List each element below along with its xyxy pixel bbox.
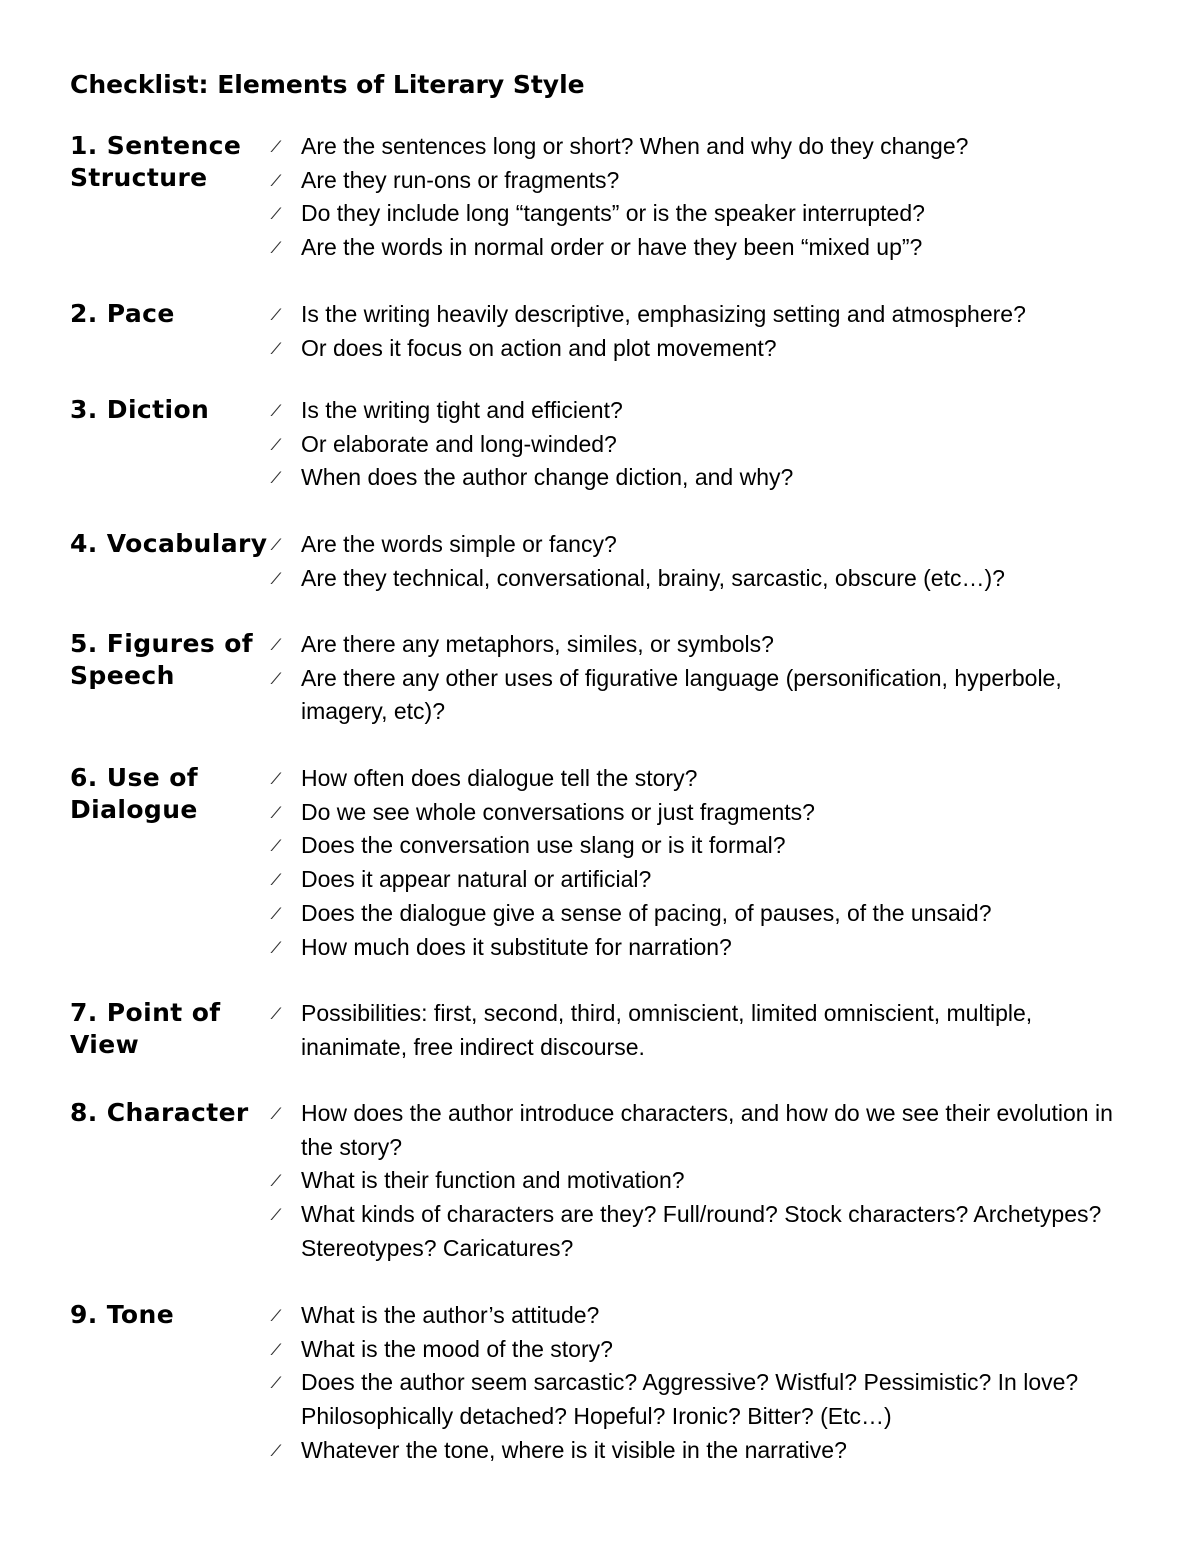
question-list: [267, 528, 1127, 595]
question-text: Possibilities: first, second, third, omniscient, limited omniscient, multiple, inanimate, free indirect discourse.: [301, 1000, 1033, 1060]
question-text: Or does it focus on action and plot movement?: [301, 334, 777, 361]
section-heading: 9. Tone: [70, 1300, 175, 1329]
section-heading: 1. Sentence Structure: [70, 131, 242, 192]
question-text: How often does dialogue tell the story?: [301, 765, 698, 791]
checkmark-icon: ⁄: [274, 635, 278, 654]
checkmark-icon: ⁄: [274, 535, 278, 554]
section-heading: 7. Point of View: [70, 998, 221, 1059]
question-list: [267, 130, 1127, 265]
question-text: Does the author seem sarcastic? Aggressive? Wistful? Pessimistic? In love? Philosophically detached? Hopeful? Ironic? Bitter? (Etc…): [301, 1369, 1079, 1430]
question-item: [267, 1366, 1127, 1433]
question-text: Are the words simple or fancy?: [301, 531, 617, 557]
checkmark-icon: ⁄: [274, 238, 278, 258]
question-text: Whatever the tone, where is it visible in the narrative?: [301, 1436, 847, 1463]
question-list: [267, 1097, 1127, 1266]
question-text: Are the sentences long or short? When and why do they change?: [301, 133, 969, 159]
question-text: Are they run-ons or fragments?: [301, 166, 620, 193]
question-text: Are the words in normal order or have they been “mixed up”?: [301, 234, 923, 261]
checkmark-icon: ⁄: [274, 1373, 278, 1393]
checkmark-icon: ⁄: [274, 836, 278, 856]
question-item: [267, 997, 1127, 1064]
question-item: [267, 662, 1127, 729]
section-heading: 8. Character: [70, 1098, 249, 1127]
question-item: [267, 829, 1127, 863]
question-text: What kinds of characters are they? Full/round? Stock characters? Archetypes? Stereotypes? Caricatures?: [301, 1201, 1102, 1261]
question-text: Does the dialogue give a sense of pacing, of pauses, of the unsaid?: [301, 899, 992, 926]
checkmark-icon: ⁄: [274, 1306, 278, 1325]
question-item: [267, 796, 1127, 830]
question-item: [267, 762, 1127, 796]
checkmark-icon: ⁄: [274, 568, 278, 588]
question-list: [267, 1299, 1127, 1468]
question-text: What is the mood of the story?: [301, 1335, 613, 1362]
question-text: Do they include long “tangents” or is the speaker interrupted?: [301, 200, 925, 227]
question-item: [267, 931, 1127, 965]
question-list: [267, 762, 1127, 964]
checkmark-icon: ⁄: [274, 668, 278, 688]
checkmark-icon: ⁄: [274, 170, 278, 190]
question-text: Are they technical, conversational, brainy, sarcastic, obscure (etc…)?: [301, 564, 1005, 591]
checkmark-icon: ⁄: [274, 903, 278, 923]
question-list: [267, 298, 1127, 365]
checkmark-icon: ⁄: [274, 1104, 278, 1123]
question-text: Or elaborate and long-winded?: [301, 430, 617, 457]
checkmark-icon: ⁄: [274, 1440, 278, 1460]
question-item: [267, 863, 1127, 897]
section-heading: 6. Use of Dialogue: [70, 763, 199, 824]
question-text: When does the author change diction, and why?: [301, 464, 794, 491]
section-heading: 4. Vocabulary: [70, 529, 268, 558]
checkmark-icon: ⁄: [274, 468, 278, 488]
question-text: Do we see whole conversations or just fragments?: [301, 798, 815, 825]
checkmark-icon: ⁄: [274, 434, 278, 454]
question-item: [267, 394, 1127, 428]
question-text: Is the writing tight and efficient?: [301, 397, 623, 423]
question-item: [267, 164, 1127, 198]
question-text: Does the conversation use slang or is it formal?: [301, 832, 786, 859]
question-text: How does the author introduce characters, and how do we see their evolution in the story?: [301, 1100, 1113, 1160]
question-item: [267, 428, 1127, 462]
question-item: [267, 298, 1127, 332]
question-item: [267, 332, 1127, 366]
section-heading: 5. Figures of Speech: [70, 629, 254, 690]
checkmark-icon: ⁄: [274, 769, 278, 788]
question-item: [267, 461, 1127, 495]
question-item: [267, 528, 1127, 562]
question-list: [267, 997, 1127, 1064]
question-text: Are there any metaphors, similes, or symbols?: [301, 631, 774, 657]
checkmark-icon: ⁄: [274, 1339, 278, 1359]
question-item: [267, 628, 1127, 662]
checkmark-icon: ⁄: [274, 802, 278, 822]
checkmark-icon: ⁄: [274, 204, 278, 224]
checkmark-icon: ⁄: [274, 937, 278, 957]
question-text: Does it appear natural or artificial?: [301, 866, 652, 893]
checkmark-icon: ⁄: [274, 137, 278, 156]
section-heading: 2. Pace: [70, 299, 175, 328]
checkmark-icon: ⁄: [274, 1004, 278, 1023]
checkmark-icon: ⁄: [274, 338, 278, 358]
question-text: What is their function and motivation?: [301, 1167, 685, 1194]
question-item: [267, 1097, 1127, 1164]
question-text: What is the author’s attitude?: [301, 1302, 600, 1328]
question-item: [267, 130, 1127, 164]
question-text: Are there any other uses of figurative language (personification, hyperbole, imagery, etc)?: [301, 664, 1062, 725]
question-item: [267, 231, 1127, 265]
question-item: [267, 562, 1127, 596]
checkmark-icon: ⁄: [274, 401, 278, 420]
question-item: [267, 197, 1127, 231]
question-item: [267, 1198, 1127, 1265]
question-text: Is the writing heavily descriptive, emphasizing setting and atmosphere?: [301, 301, 1026, 327]
question-item: [267, 1434, 1127, 1468]
checkmark-icon: ⁄: [274, 870, 278, 890]
question-item: [267, 1333, 1127, 1367]
checkmark-icon: ⁄: [274, 1171, 278, 1191]
question-item: [267, 1164, 1127, 1198]
checkmark-icon: ⁄: [274, 305, 278, 324]
question-list: [267, 628, 1127, 729]
question-list: [267, 394, 1127, 495]
section-heading: 3. Diction: [70, 395, 210, 424]
checkmark-icon: ⁄: [274, 1205, 278, 1225]
page-title: Checklist: Elements of Literary Style: [70, 70, 585, 99]
question-item: [267, 897, 1127, 931]
question-text: How much does it substitute for narration?: [301, 933, 732, 960]
question-item: [267, 1299, 1127, 1333]
